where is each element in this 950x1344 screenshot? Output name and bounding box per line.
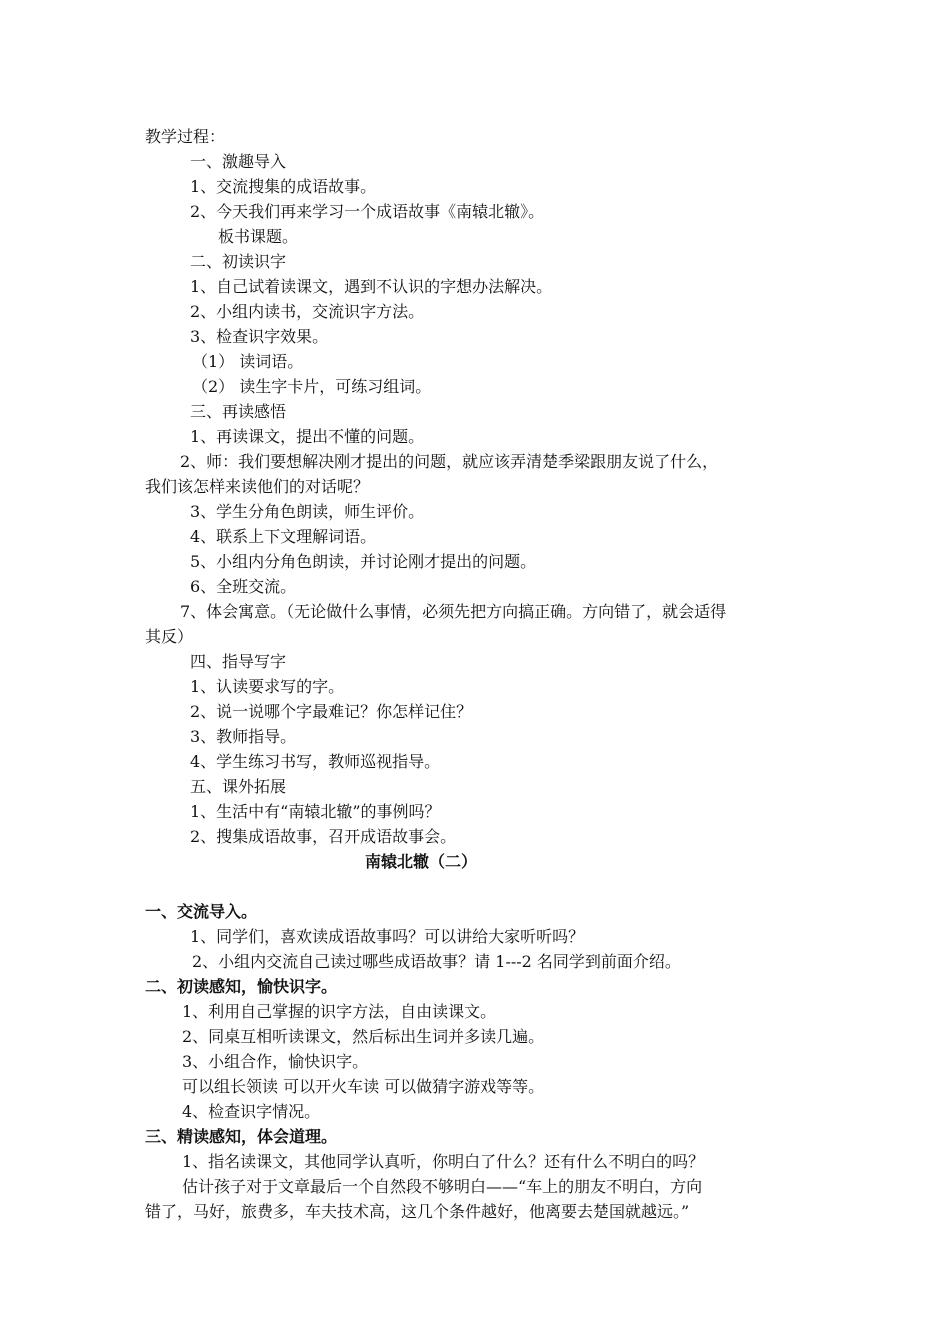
list-item: 1、指名读课文，其他同学认真听，你明白了什么？还有什么不明白的吗？ — [182, 1152, 705, 1171]
list-item: 4、联系上下文理解词语。 — [190, 527, 377, 546]
list-item: 可以组长领读 可以开火车读 可以做猜字游戏等等。 — [182, 1077, 545, 1096]
section-heading: 一、交流导入。 — [145, 902, 258, 921]
paragraph-line: 估计孩子对于文章最后一个自然段不够明白——“车上的朋友不明白，方向 — [182, 1177, 703, 1196]
list-item: 4、学生练习书写，教师巡视指导。 — [190, 752, 441, 771]
list-item: 7、体会寓意。（无论做什么事情，必须先把方向搞正确。方向错了，就会适得 — [180, 602, 727, 621]
lesson-process-heading: 教学过程： — [145, 127, 226, 146]
list-item: 3、教师指导。 — [190, 727, 297, 746]
section-heading: 三、精读感知，体会道理。 — [145, 1127, 338, 1146]
list-item: 1、同学们，喜欢读成语故事吗？可以讲给大家听听吗？ — [190, 927, 585, 946]
list-item: 6、全班交流。 — [190, 577, 297, 596]
list-item: 2、搜集成语故事，召开成语故事会。 — [190, 827, 457, 846]
list-item: 2、师：我们要想解决刚才提出的问题，就应该弄清楚季梁跟朋友说了什么， — [180, 452, 719, 471]
list-item: 1、生活中有“南辕北辙”的事例吗？ — [190, 802, 441, 821]
list-item: 1、自己试着读课文，遇到不认识的字想办法解决。 — [190, 277, 553, 296]
list-item: 5、小组内分角色朗读，并讨论刚才提出的问题。 — [190, 552, 537, 571]
section-heading: 三、再读感悟 — [190, 402, 287, 421]
list-item: 3、检查识字效果。 — [190, 327, 329, 346]
list-item: 1、再读课文，提出不懂的问题。 — [190, 427, 425, 446]
list-item: （1） 读词语。 — [192, 352, 304, 371]
section-heading: 二、初读识字 — [190, 252, 287, 271]
list-item: 2、小组内交流自己读过哪些成语故事？请 1---2 名同学到前面介绍。 — [192, 952, 681, 971]
list-item: 4、检查识字情况。 — [182, 1102, 321, 1121]
list-item: 2、说一说哪个字最难记？你怎样记住？ — [190, 702, 473, 721]
list-item: 1、交流搜集的成语故事。 — [190, 177, 377, 196]
list-item: 2、同桌互相听读课文，然后标出生词并多读几遍。 — [182, 1027, 545, 1046]
section-heading: 四、指导写字 — [190, 652, 287, 671]
list-item-continued: 其反） — [145, 627, 194, 646]
list-item: 2、小组内读书，交流识字方法。 — [190, 302, 425, 321]
paragraph-line: 错了，马好，旅费多，车夫技术高，这几个条件越好，他离要去楚国就越远。” — [145, 1202, 690, 1221]
list-item: 板书课题。 — [218, 227, 299, 246]
list-item-continued: 我们该怎样来读他们的对话呢？ — [145, 477, 370, 496]
list-item: 3、小组合作，愉快识字。 — [182, 1052, 369, 1071]
list-item: 1、认读要求写的字。 — [190, 677, 345, 696]
lesson-title: 南辕北辙（二） — [365, 852, 478, 871]
list-item: 3、学生分角色朗读，师生评价。 — [190, 502, 425, 521]
list-item: 1、利用自己掌握的识字方法，自由读课文。 — [182, 1002, 497, 1021]
section-heading: 二、初读感知，愉快识字。 — [145, 977, 338, 996]
list-item: （2） 读生字卡片，可练习组词。 — [192, 377, 432, 396]
section-heading: 五、课外拓展 — [190, 777, 287, 796]
section-heading: 一、激趣导入 — [190, 152, 287, 171]
list-item: 2、今天我们再来学习一个成语故事《南辕北辙》。 — [190, 202, 545, 221]
